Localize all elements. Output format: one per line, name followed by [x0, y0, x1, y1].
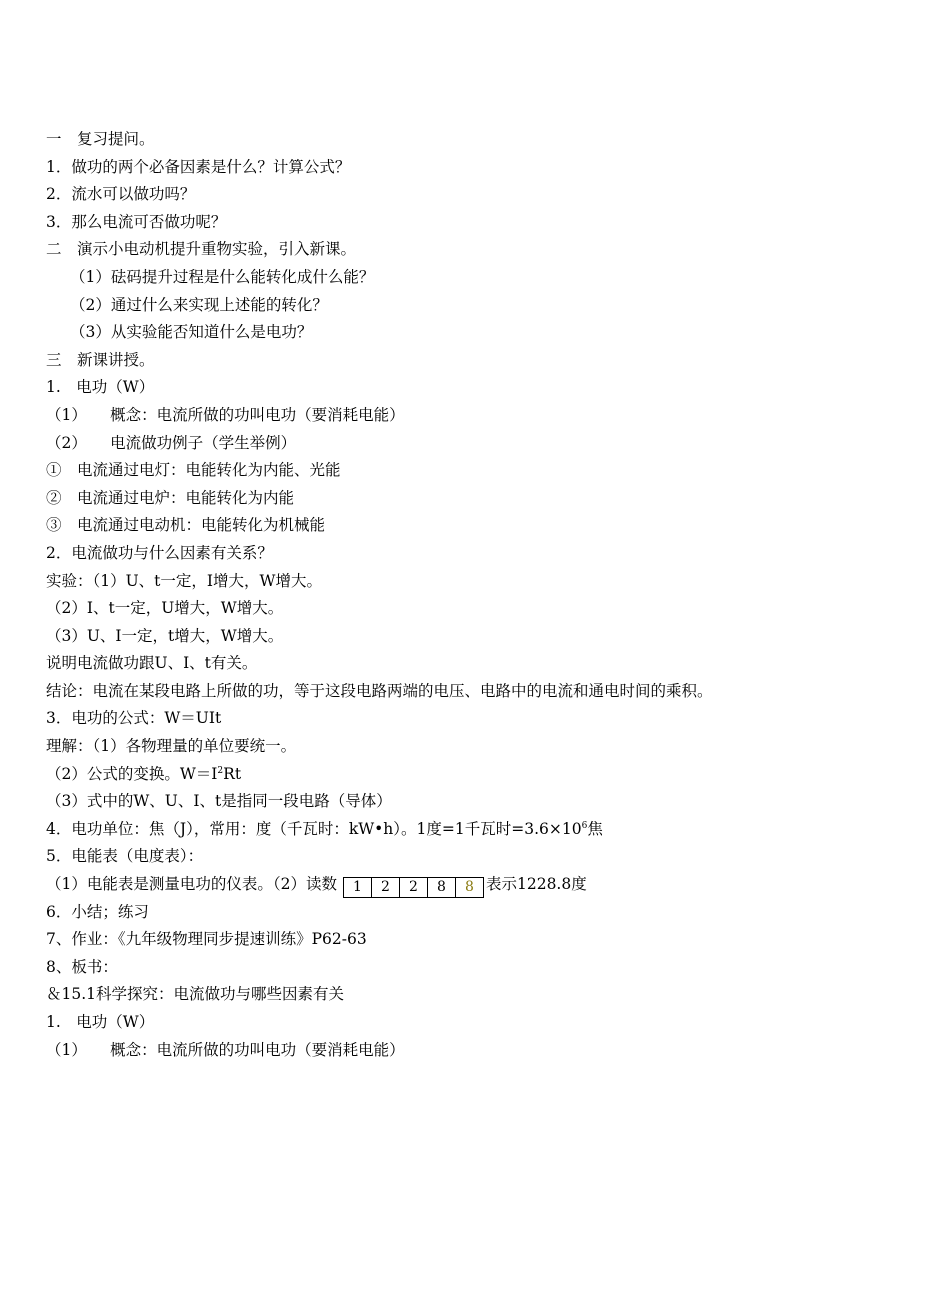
meter-heading: 5．电能表（电度表）： — [46, 847, 204, 866]
section-heading-demo: 二 演示小电动机提升重物实验，引入新课。 — [46, 240, 357, 259]
question-1: 1．做功的两个必备因素是什么？计算公式？ — [46, 157, 351, 176]
experiment-1: 实验：（1）U、t一定，I增大，W增大。 — [46, 571, 322, 590]
topic-electric-work: 1. 电功（W） — [46, 378, 155, 397]
meter-digit: 2 — [400, 878, 428, 897]
meter-digit: 2 — [372, 878, 400, 897]
formula-text: （2）公式的变换。W＝I — [46, 764, 218, 783]
understanding-3: （3）式中的W、U、I、t是指同一段电路（导体） — [46, 792, 392, 811]
question-2: 2．流水可以做功吗？ — [46, 185, 196, 204]
examples-heading: （2） 电流做功例子（学生举例） — [46, 433, 297, 452]
meter-meaning: 表示1228.8度 — [485, 875, 587, 894]
conclusion: 结论：电流在某段电路上所做的功，等于这段电路两端的电压、电路中的电流和通电时间的乘积。 — [46, 681, 713, 700]
meter-digit: 1 — [344, 878, 372, 897]
experiment-3: （3）U、I一定，t增大，W增大。 — [46, 626, 284, 645]
section-heading-new-lesson: 三 新课讲授。 — [46, 350, 155, 369]
explanation: 说明电流做功跟U、I、t有关。 — [46, 654, 258, 673]
units-line — [46, 816, 906, 844]
board-topic: 1. 电功（W） — [46, 1013, 155, 1031]
understanding-2 — [46, 761, 906, 789]
summary: 6．小结；练习 — [46, 902, 149, 921]
formula-tail: Rt — [223, 764, 242, 783]
demo-question-3: （3）从实验能否知道什么是电功？ — [70, 323, 313, 342]
meter-reading-box — [343, 877, 484, 898]
meter-digit: 8 — [428, 878, 456, 897]
units-text: 4．电功单位：焦（J），常用：度（千瓦时：kW•h）。1度=1千瓦时=3.6×10 — [46, 819, 582, 838]
demo-question-1: （1）砝码提升过程是什么能转化成什么能？ — [70, 267, 375, 286]
understanding-1: 理解：（1）各物理量的单位要统一。 — [46, 737, 297, 756]
demo-question-2: （2）通过什么来实现上述能的转化？ — [70, 295, 328, 314]
factors-heading: 2．电流做功与什么因素有关系？ — [46, 543, 273, 562]
meter-decimal-digit: 8 — [465, 879, 474, 896]
example-lamp: ① 电流通过电灯：电能转化为内能、光能 — [46, 461, 341, 480]
meter-text: （1）电能表是测量电功的仪表。（2）读数 — [46, 875, 337, 894]
board-heading: 8、板书： — [46, 957, 118, 976]
experiment-2: （2）I、t一定，U增大，W增大。 — [46, 599, 284, 618]
example-motor: ③ 电流通过电动机：电能转化为机械能 — [46, 516, 326, 535]
example-stove: ② 电流通过电炉：电能转化为内能 — [46, 488, 295, 507]
meter-reading-line — [46, 871, 906, 899]
homework: 7、作业：《九年级物理同步提速训练》P62-63 — [46, 930, 367, 949]
exponent: 2 — [217, 765, 224, 776]
units-exponent: 6 — [581, 820, 588, 831]
question-3: 3．那么电流可否做功呢？ — [46, 212, 227, 231]
section-heading-review: 一 复习提问。 — [46, 130, 155, 148]
formula-heading: 3．电功的公式：W＝UIt — [46, 709, 222, 728]
concept-definition: （1） 概念：电流所做的功叫电功（要消耗电能） — [46, 405, 405, 424]
lesson-plan-document — [46, 126, 906, 1064]
board-concept: （1） 概念：电流所做的功叫电功（要消耗电能） — [46, 1040, 405, 1059]
units-tail: 焦 — [587, 819, 603, 838]
board-title: ＆15.1科学探究：电流做功与哪些因素有关 — [46, 985, 345, 1004]
